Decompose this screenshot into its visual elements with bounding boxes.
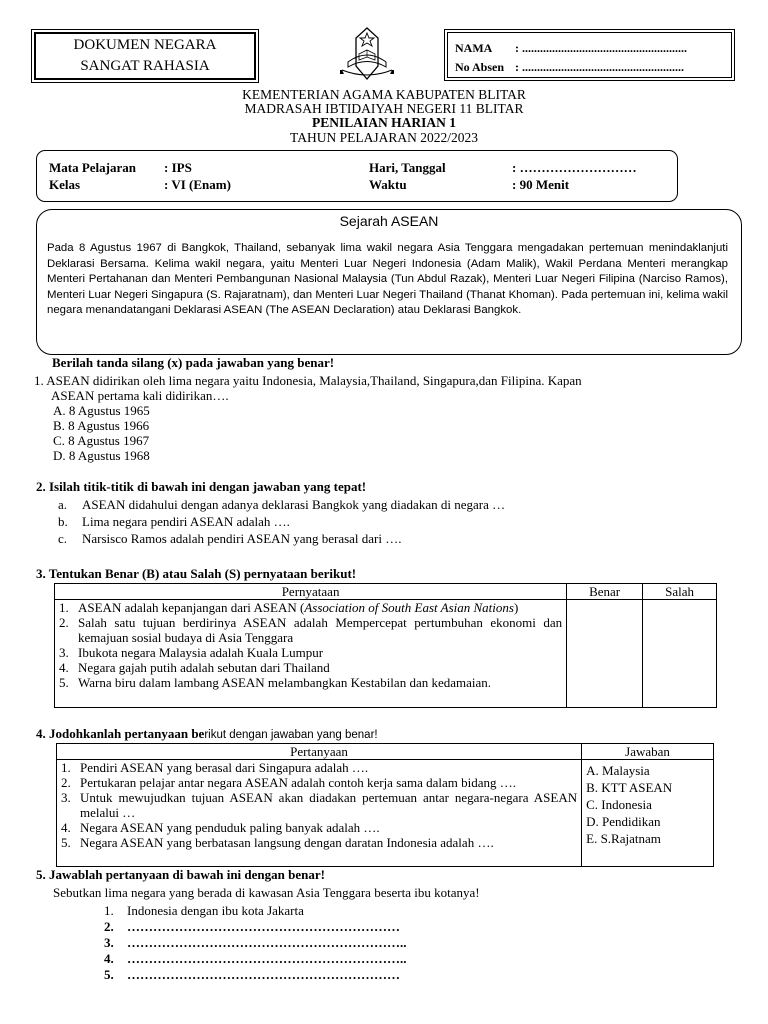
answer-line-5[interactable]: 5. ……………………………………………………… [104,967,400,982]
col-salah: Salah [643,584,717,600]
answers-cell [582,760,714,867]
fill-item-a [58,497,505,513]
col-pertanyaan: Pertanyaan [57,744,582,760]
absen-label: No Absen [455,60,505,74]
section4-instruction-bold: 4. Jodohkanlah pertanyaan be [36,726,205,741]
match-question-3: 3. Untuk mewujudkan tujuan ASEAN akan diadakan pertemuan antar negara-negara ASEAN melalui … [61,790,578,820]
waktu-value: : 90 Menit [512,177,570,192]
match-answer-c[interactable]: C. Indonesia [586,797,652,812]
mapel-value: : IPS [164,160,192,175]
fill-item-b-label: b. [58,514,68,529]
match-question-2: 2. Pertukaran pelajar antar negara ASEAN adalah contoh kerja sama dalam bidang …. [61,775,517,790]
exam-info-box [36,150,678,202]
fill-item-c-label: c. [58,531,68,546]
benar-answer-cell[interactable] [567,600,643,708]
section1-instruction: Berilah tanda silang (x) pada jawaban yang benar! [52,355,335,370]
kemenag-logo-icon [328,26,406,84]
header-exam-title: PENILAIAN HARIAN 1 [311,115,456,130]
hari-value[interactable]: : ……………………… [512,160,637,175]
match-answer-b[interactable]: B. KTT ASEAN [586,780,673,795]
option-a[interactable]: A. 8 Agustus 1965 [53,403,150,418]
match-question-4: 4. Negara ASEAN yang penduduk paling banyak adalah …. [61,820,380,835]
match-answer-a[interactable]: A. Malaysia [586,763,650,778]
header-academic-year: TAHUN PELAJARAN 2022/2023 [290,130,478,145]
answer-line-3[interactable]: 3. ……………………………………………………….. [104,935,407,950]
question1-line2: ASEAN pertama kali didirikan…. [51,388,229,403]
doc-label-line2: SANGAT RAHASIA [80,58,210,74]
student-identity-box [447,32,732,78]
col-pernyataan: Pernyataan [55,584,567,600]
matching-table [56,743,714,867]
match-answer-d[interactable]: D. Pendidikan [586,814,661,829]
statement-1: 1. ASEAN adalah kepanjangan dari ASEAN (Association of South East Asian Nations) [59,600,519,615]
doc-label-line1: DOKUMEN NEGARA [73,37,217,53]
col-benar: Benar [567,584,643,600]
waktu-label: Waktu [369,177,407,192]
fill-item-a-text: ASEAN didahului dengan adanya deklarasi Bangkok yang diadakan di negara … [82,497,506,512]
absen-field[interactable]: : ...................................................... [515,60,684,74]
nama-label: NAMA [455,41,493,55]
true-false-table [54,583,717,708]
fill-item-b-text: Lima negara pendiri ASEAN adalah …. [82,514,290,529]
document-classification-box [34,32,256,80]
reading-title: Sejarah ASEAN [339,213,439,229]
mapel-label: Mata Pelajaran [49,160,137,175]
answer-line-1: 1. Indonesia dengan ibu kota Jakarta [104,903,304,918]
statements-cell [55,600,567,708]
question1-line1: 1. ASEAN didirikan oleh lima negara yaitu Indonesia, Malaysia,Thailand, Singapura,dan Filipina. Kapan [34,373,582,388]
questions-cell [57,760,582,867]
match-question-5: 5. Negara ASEAN yang berbatasan langsung dengan daratan Indonesia adalah …. [61,835,494,850]
hari-label: Hari, Tanggal [369,160,446,175]
nama-field[interactable]: : ....................................................... [515,41,687,55]
option-c[interactable]: C. 8 Agustus 1967 [53,433,150,448]
header-ministry: KEMENTERIAN AGAMA KABUPATEN BLITAR [242,87,526,102]
header-school: MADRASAH IBTIDAIYAH NEGERI 11 BLITAR [244,101,524,116]
answer-line-2[interactable]: 2. ……………………………………………………… [104,919,400,934]
option-d[interactable]: D. 8 Agustus 1968 [53,448,150,463]
reading-body: Pada 8 Agustus 1967 di Bangkok, Thailand, sebanyak lima wakil negara Asia Tenggara mengadakan pertemuan menindaklanjuti Deklarasi Bersama. Kelima wakil negara, yaitu Menteri Luar Negeri Indonesia (Adam Malik), Wakil Perdana Menteri merangkap Menteri Pertahanan dan Menteri Pembangunan Nasional Malaysia (Tun Abdul Razak), Menteri Luar Negeri Filipina (Narciso Ramos), Menteri Luar Negeri Singapura (S. Rajaratnam), dan Menteri Luar Negeri Thailand (Thanat Khoman). Pada pertemuan ini, kelima wakil negara menandatangani Deklarasi ASEAN (The ASEAN Declaration) atau Deklarasi Bangkok. [47,242,728,316]
col-jawaban: Jawaban [582,744,714,760]
section2-instruction: 2. Isilah titik-titik di bawah ini dengan jawaban yang tepat! [36,479,367,494]
fill-item-b [58,514,290,530]
reading-passage-box [36,209,742,355]
fill-item-a-label: a. [58,497,68,512]
section5-instruction: 5. Jawablah pertanyaan di bawah ini dengan benar! [36,867,325,882]
statement-4: 4. Negara gajah putih adalah sebutan dari Thailand [59,660,330,675]
section4-instruction [36,726,378,742]
fill-item-c-text: Narsisco Ramos adalah pendiri ASEAN yang berasal dari …. [82,531,402,546]
match-answer-e[interactable]: E. S.Rajatnam [586,831,661,846]
salah-answer-cell[interactable] [643,600,717,708]
answer-line-4[interactable]: 4. ……………………………………………………….. [104,951,407,966]
option-b[interactable]: B. 8 Agustus 1966 [53,418,150,433]
match-question-1: 1. Pendiri ASEAN yang berasal dari Singapura adalah …. [61,760,369,775]
statement-5: 5. Warna biru dalam lambang ASEAN melambangkan Kestabilan dan kedamaian. [59,675,492,690]
kelas-value: : VI (Enam) [164,177,231,192]
statement-2: 2. Salah satu tujuan berdirinya ASEAN adalah Mempercepat pertumbuhan ekonomi dan kemajuan sosial budaya di Asia Tenggara [59,615,563,645]
section4-instruction-rest: rikut dengan jawaban yang benar! [204,729,378,741]
kelas-label: Kelas [49,177,81,192]
section5-question: Sebutkan lima negara yang berada di kawasan Asia Tenggara beserta ibu kotanya! [53,885,480,900]
section3-instruction: 3. Tentukan Benar (B) atau Salah (S) pernyataan berikut! [36,566,357,581]
fill-item-c [58,531,402,547]
statement-3: 3. Ibukota negara Malaysia adalah Kuala Lumpur [59,645,324,660]
